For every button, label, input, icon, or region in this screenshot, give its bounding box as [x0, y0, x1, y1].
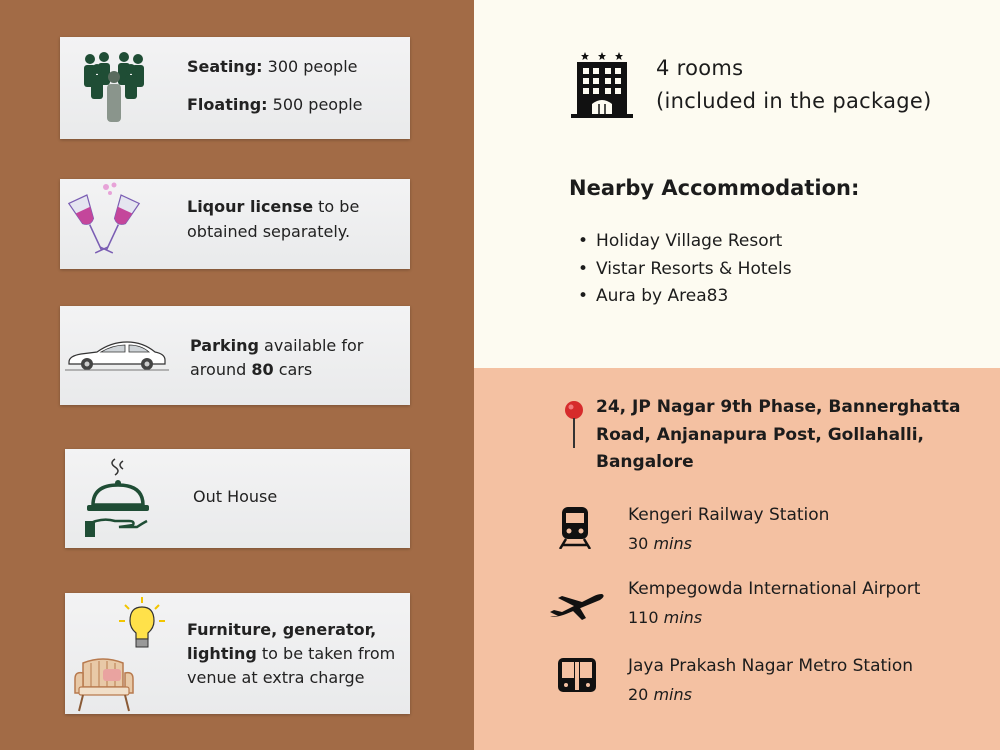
furniture-bold1: Furniture, generator,	[187, 620, 377, 639]
liquor-text1: to be	[313, 197, 360, 216]
floating-value: 500 people	[267, 95, 363, 114]
wine-glasses-icon	[68, 181, 144, 265]
people-icon	[80, 51, 148, 125]
address-line: Bangalore	[596, 452, 694, 472]
rooms-note: (included in the package)	[656, 89, 932, 113]
capacity-card	[60, 37, 410, 139]
parking-text1: available for	[258, 336, 364, 355]
liquor-text2: obtained separately.	[187, 222, 351, 241]
transport-name: Kempegowda International Airport	[628, 579, 921, 599]
furniture-text1: to be taken from	[256, 644, 396, 663]
liquor-card	[60, 179, 410, 269]
outhouse-card	[65, 449, 410, 548]
list-item: • Aura by Area83	[578, 283, 792, 311]
floating-label: Floating:	[187, 95, 268, 114]
transport-time: 30 mins	[628, 534, 692, 553]
hotel-building-icon	[571, 50, 633, 120]
furniture-bold2: lighting	[187, 644, 257, 663]
metro-icon	[557, 657, 597, 695]
liquor-bold: Liqour license	[187, 197, 314, 216]
parking-card	[60, 306, 410, 405]
parking-bold: Parking	[190, 336, 259, 355]
address	[596, 394, 986, 477]
nearby-title: Nearby Accommodation:	[569, 176, 860, 200]
serving-cloche-icon	[85, 455, 151, 541]
list-item: • Holiday Village Resort	[578, 228, 792, 256]
lightbulb-icon	[117, 595, 167, 653]
list-item: • Vistar Resorts & Hotels	[578, 256, 792, 284]
address-line: Road, Anjanapura Post, Gollahalli,	[596, 424, 924, 445]
rooms-info	[656, 52, 932, 118]
nearby-list	[578, 228, 792, 311]
rooms-count: 4 rooms	[656, 56, 744, 80]
parking-count: 80	[251, 360, 274, 379]
transport-name: Jaya Prakash Nagar Metro Station	[628, 656, 914, 676]
train-icon	[558, 505, 592, 549]
seating-label: Seating:	[187, 57, 263, 76]
transport-time: 20 mins	[628, 685, 692, 704]
car-icon	[65, 336, 169, 376]
outhouse-label: Out House	[193, 487, 278, 506]
map-pin-icon	[564, 400, 584, 450]
address-line: 24, JP Nagar 9th Phase, Bannerghatta	[596, 397, 961, 417]
furniture-card	[65, 593, 410, 714]
transport-name: Kengeri Railway Station	[628, 505, 830, 525]
parking-text2-pre: around	[190, 360, 252, 379]
parking-text2-post: cars	[273, 360, 313, 379]
airplane-icon	[548, 592, 606, 622]
furniture-text2: venue at extra charge	[187, 668, 365, 687]
transport-time: 110 mins	[628, 608, 703, 627]
armchair-icon	[73, 657, 135, 713]
seating-value: 300 people	[262, 57, 358, 76]
